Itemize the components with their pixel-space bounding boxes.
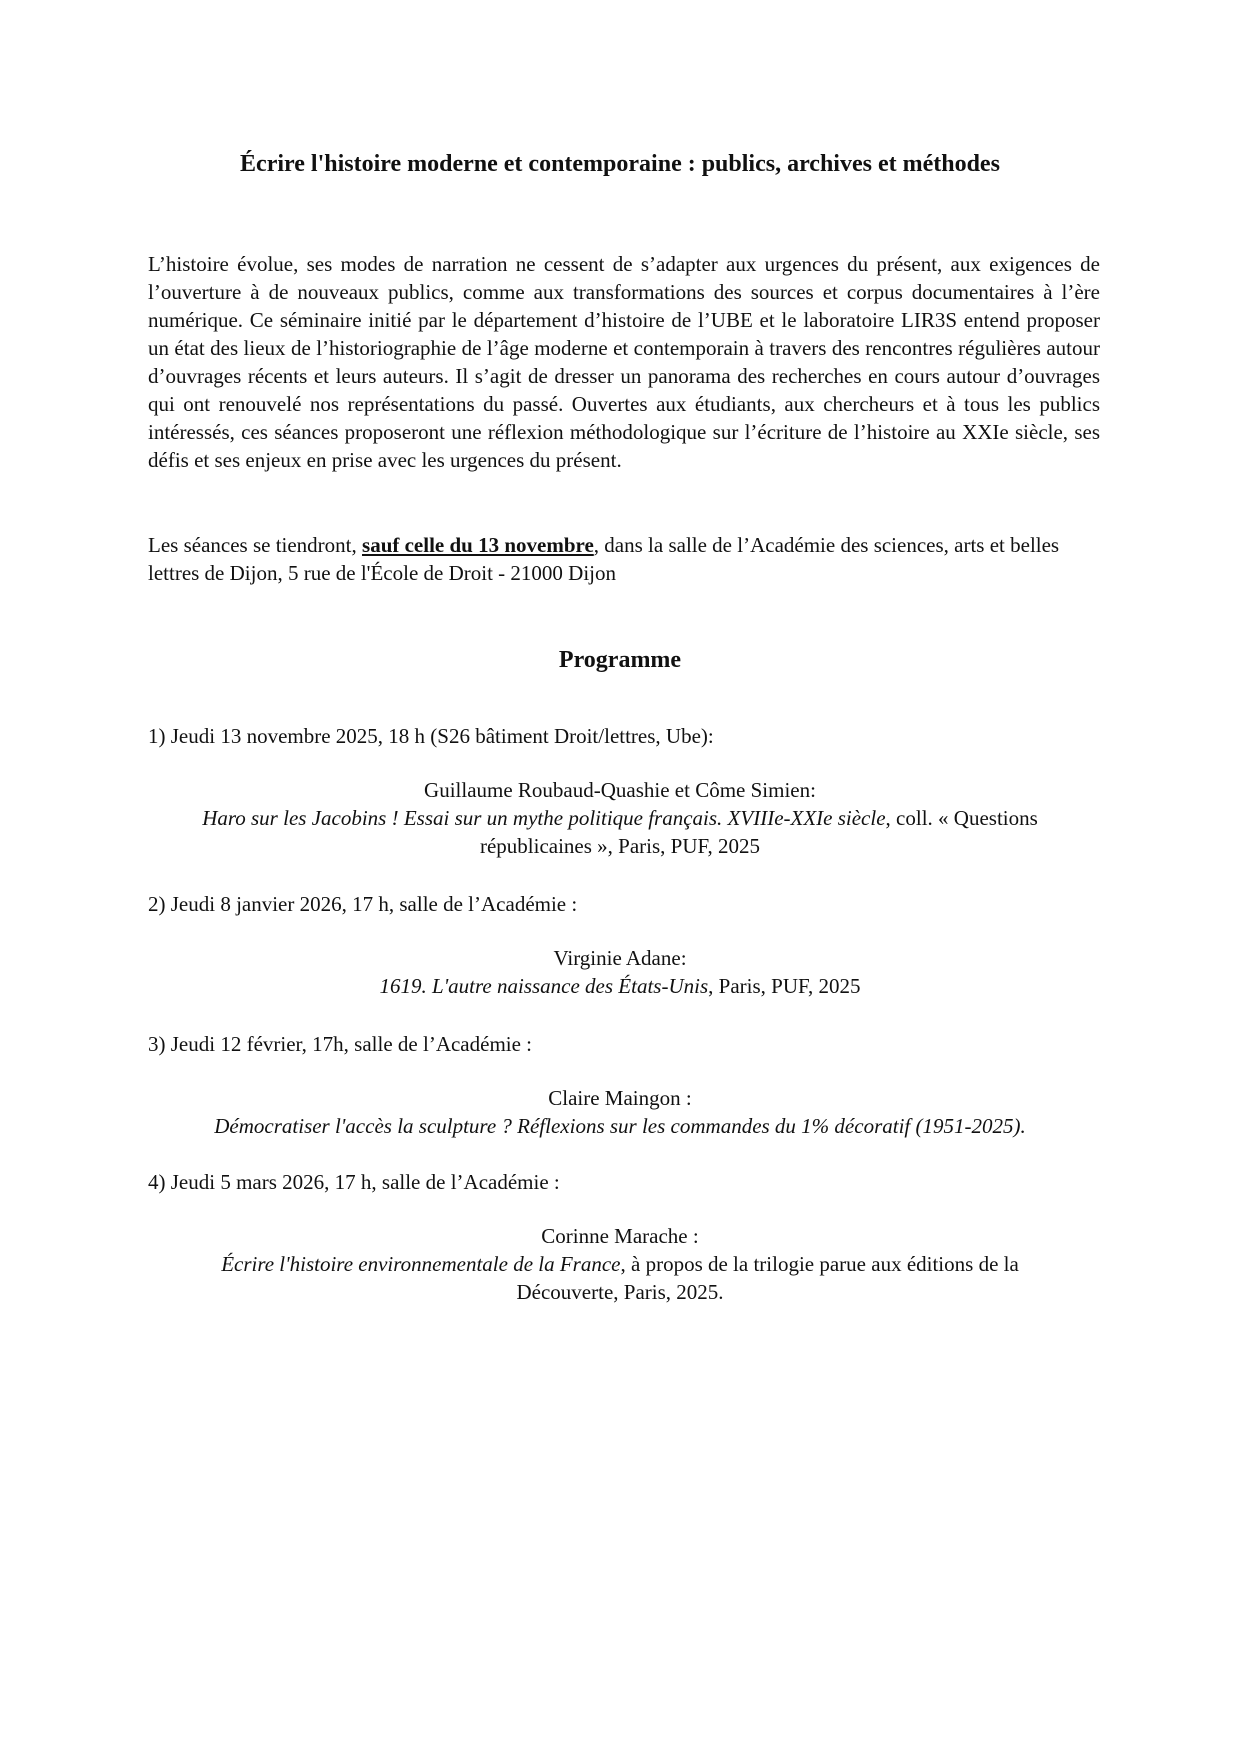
venue-text-after: , dans la salle de l’Académie des sciences, arts et belles lettres de Dijon, 5 rue de l'École de Droit - 21000 Dijon — [148, 533, 1060, 585]
session-2-book-title: 1619. L'autre naissance des États-Unis — [379, 974, 709, 998]
session-4-details — [170, 1222, 1070, 1306]
session-3-details — [170, 1084, 1070, 1140]
session-1-book-publication: , coll. « Questions républicaines », Paris, PUF, 2025 — [479, 806, 1038, 858]
session-2-speaker: Virginie Adane: — [553, 946, 687, 970]
programme-heading: Programme — [558, 647, 682, 673]
session-4-date: 4) Jeudi 5 mars 2026, 17 h, salle de l’Académie : — [148, 1170, 560, 1194]
session-3-speaker: Claire Maingon : — [548, 1086, 692, 1110]
session-2-date: 2) Jeudi 8 janvier 2026, 17 h, salle de l’Académie : — [148, 892, 578, 916]
venue-emphasis: sauf celle du 13 novembre — [362, 533, 594, 557]
session-2-details — [170, 944, 1070, 1000]
session-1-date: 1) Jeudi 13 novembre 2025, 18 h (S26 bâtiment Droit/lettres, Ube): — [148, 724, 714, 748]
session-4-speaker: Corinne Marache : — [541, 1224, 699, 1248]
session-1-book-title: Haro sur les Jacobins ! Essai sur un mythe politique français. XVIIIe-XXIe siècle — [202, 806, 886, 830]
venue-text-before: Les séances se tiendront, — [148, 533, 363, 557]
venue-paragraph — [148, 531, 1100, 587]
session-1-details — [170, 776, 1070, 860]
session-3-book-title: Démocratiser l'accès la sculpture ? Réflexions sur les commandes du 1% décoratif (1951-2025). — [214, 1114, 1026, 1138]
session-2-book-publication: , Paris, PUF, 2025 — [708, 974, 861, 998]
session-1-speaker: Guillaume Roubaud-Quashie et Côme Simien: — [424, 778, 816, 802]
session-4-book-publication: , à propos de la trilogie parue aux éditions de la Découverte, Paris, 2025. — [516, 1252, 1019, 1304]
session-3-date: 3) Jeudi 12 février, 17h, salle de l’Académie : — [148, 1032, 533, 1056]
intro-paragraph: L’histoire évolue, ses modes de narration ne cessent de s’adapter aux urgences du présent, aux exigences de l’ouverture à de nouveaux publics, comme aux transformations des sources et corpus documentaires à l’ère numérique. Ce séminaire initié par le département d’histoire de l’UBE et le laboratoire LIR3S entend proposer un état des lieux de l’historiographie de l’âge moderne et contemporain à travers des rencontres régulières autour d’ouvrages récents et leurs auteurs. Il s’agit de dresser un panorama des recherches en cours autour d’ouvrages qui ont renouvelé nos représentations du passé. Ouvertes aux étudiants, aux chercheurs et à tous les publics intéressés, ces séances proposeront une réflexion méthodologique sur l’écriture de l’histoire au XXIe siècle, ses défis et ses enjeux en prise avec les urgences du présent. — [148, 252, 1100, 472]
session-4-book-title: Écrire l'histoire environnementale de la France — [221, 1252, 621, 1276]
document-title: Écrire l'histoire moderne et contemporaine : publics, archives et méthodes — [240, 151, 1000, 177]
